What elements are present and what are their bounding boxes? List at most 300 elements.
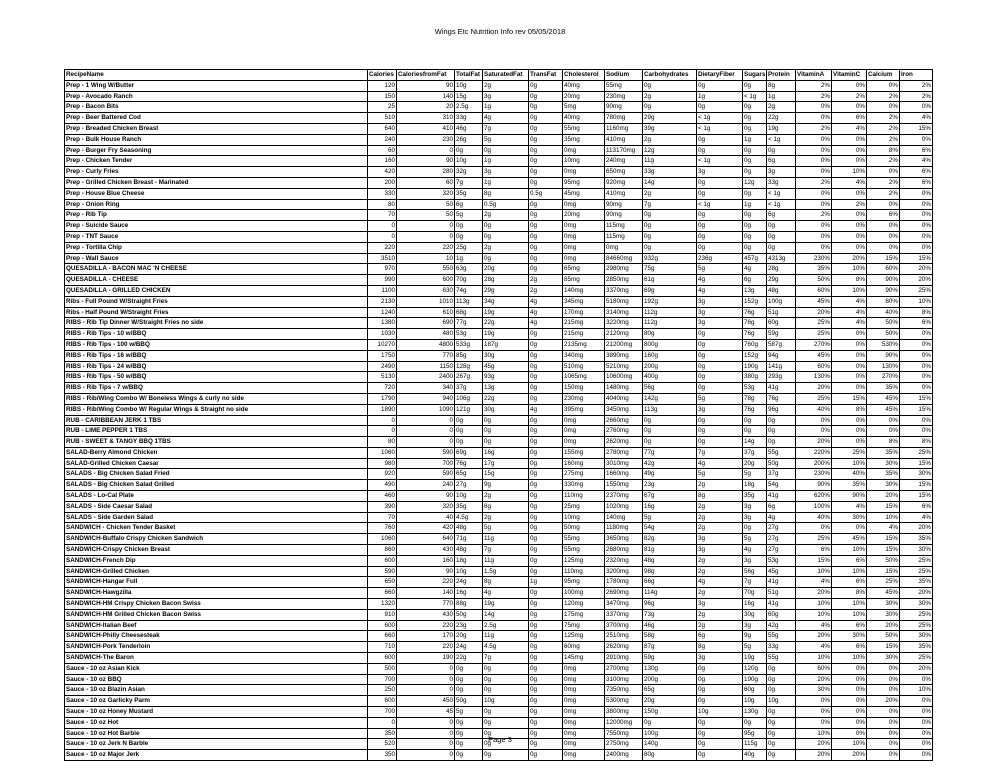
table-cell: 19g <box>743 653 767 664</box>
table-cell: 2700mg <box>605 663 643 674</box>
table-cell: 60% <box>867 264 900 275</box>
table-cell: 23g <box>643 480 697 491</box>
table-cell: 0g <box>529 491 563 502</box>
column-header: Protein <box>767 70 796 81</box>
table-cell: 60% <box>796 285 832 296</box>
table-cell: 0% <box>900 750 933 761</box>
table-cell: 0% <box>832 80 867 91</box>
table-cell: 80% <box>867 296 900 307</box>
table-cell: 600 <box>397 275 455 286</box>
table-cell: 50% <box>867 631 900 642</box>
table-cell: 46g <box>643 620 697 631</box>
table-cell: 9g <box>743 631 767 642</box>
table-cell: 700 <box>368 707 397 718</box>
table-cell: 0% <box>832 707 867 718</box>
table-cell: 940 <box>397 393 455 404</box>
table-cell: 10g <box>743 696 767 707</box>
table-cell: 0% <box>832 242 867 253</box>
table-cell: 2.5g <box>483 620 529 631</box>
table-cell: 0g <box>697 674 743 685</box>
table-row <box>65 415 933 426</box>
table-cell: 15% <box>900 393 933 404</box>
table-cell: 200g <box>643 361 697 372</box>
table-row <box>65 285 933 296</box>
recipe-name-cell: SALADS - Big Chicken Salad Grilled <box>65 480 368 491</box>
recipe-name-cell: Prep - Bacon Bits <box>65 102 368 113</box>
table-cell: 30g <box>483 350 529 361</box>
table-row <box>65 167 933 178</box>
table-cell: 650 <box>368 577 397 588</box>
table-cell: 4g <box>529 296 563 307</box>
table-cell: 240 <box>368 134 397 145</box>
recipe-name-cell: Sauce - 10 oz Asian Kick <box>65 663 368 674</box>
table-cell: 0 <box>397 674 455 685</box>
table-cell: 230mg <box>563 393 605 404</box>
table-cell: 37g <box>767 469 796 480</box>
table-cell: 32g <box>455 167 483 178</box>
table-row <box>65 307 933 318</box>
table-cell: 27g <box>767 523 796 534</box>
table-cell: 720 <box>368 383 397 394</box>
table-cell: 0% <box>796 242 832 253</box>
table-cell: 35% <box>867 469 900 480</box>
table-cell: 2320mg <box>605 555 643 566</box>
recipe-name-cell: RIBS - Rib Tips - 50 w/BBQ <box>65 372 368 383</box>
recipe-name-cell: Prep - Bulk House Ranch <box>65 134 368 145</box>
table-cell: 1g <box>455 253 483 264</box>
table-cell: 620% <box>796 491 832 502</box>
table-cell: 3g <box>483 167 529 178</box>
table-row <box>65 264 933 275</box>
table-cell: 0g <box>529 156 563 167</box>
table-cell: 60% <box>796 663 832 674</box>
table-cell: 0g <box>529 264 563 275</box>
table-cell: 45mg <box>563 188 605 199</box>
table-cell: 0g <box>529 685 563 696</box>
table-cell: 25% <box>832 447 867 458</box>
table-cell: 33g <box>455 113 483 124</box>
table-cell: 21200mg <box>605 339 643 350</box>
table-cell: 10% <box>832 285 867 296</box>
table-cell: 120 <box>368 80 397 91</box>
table-row <box>65 437 933 448</box>
table-cell: 1060 <box>368 447 397 458</box>
table-cell: 0g <box>455 728 483 739</box>
table-cell: 106g <box>455 393 483 404</box>
table-row <box>65 491 933 502</box>
table-cell: 10600mg <box>605 372 643 383</box>
table-cell: 7g <box>483 123 529 134</box>
table-cell: 0mg <box>605 242 643 253</box>
table-cell: 4.5g <box>455 512 483 523</box>
table-cell: 6% <box>867 210 900 221</box>
table-cell: 0% <box>867 750 900 761</box>
table-cell: 50 <box>397 199 455 210</box>
table-cell: 800g <box>643 339 697 350</box>
table-cell: 4g <box>697 275 743 286</box>
table-cell: 10% <box>832 545 867 556</box>
table-cell: 5g <box>455 707 483 718</box>
table-cell: 1380 <box>368 318 397 329</box>
table-cell: 15% <box>832 393 867 404</box>
table-cell: 4% <box>796 642 832 653</box>
recipe-name-cell: Prep - Suicide Sauce <box>65 221 368 232</box>
recipe-name-cell: RIBS - Rib Tips - 7 w/BBQ <box>65 383 368 394</box>
table-cell: 77g <box>643 447 697 458</box>
table-cell: 6% <box>900 145 933 156</box>
table-cell: 220% <box>796 447 832 458</box>
table-cell: 4313g <box>767 253 796 264</box>
column-header: Carbohydrates <box>643 70 697 81</box>
table-cell: 4% <box>900 113 933 124</box>
table-row <box>65 199 933 210</box>
table-cell: 0% <box>900 415 933 426</box>
table-cell: 0% <box>867 717 900 728</box>
table-row <box>65 717 933 728</box>
table-cell: 175mg <box>563 609 605 620</box>
table-cell: 3g <box>743 501 767 512</box>
recipe-name-cell: QUESADILLA - CHEESE <box>65 275 368 286</box>
table-cell: 14g <box>643 177 697 188</box>
table-cell: 0g <box>743 123 767 134</box>
table-cell: 610 <box>397 307 455 318</box>
table-cell: 0% <box>867 231 900 242</box>
table-cell: 0g <box>743 102 767 113</box>
table-cell: 410mg <box>605 134 643 145</box>
table-cell: 0% <box>796 102 832 113</box>
table-cell: 0 <box>397 145 455 156</box>
table-cell: 26g <box>455 134 483 145</box>
table-cell: 3800mg <box>605 707 643 718</box>
table-cell: 0mg <box>563 426 605 437</box>
table-cell: 0g <box>483 685 529 696</box>
table-cell: 187g <box>483 339 529 350</box>
table-cell: 3g <box>697 534 743 545</box>
table-cell: 2g <box>767 102 796 113</box>
table-cell: 0 <box>397 728 455 739</box>
table-cell: 0g <box>483 145 529 156</box>
table-cell: 0% <box>900 739 933 750</box>
recipe-name-cell: Sauce - 10 oz BBQ <box>65 674 368 685</box>
table-cell: 39g <box>643 123 697 134</box>
table-cell: 120mg <box>563 599 605 610</box>
table-cell: 1480mg <box>605 383 643 394</box>
table-cell: 45% <box>796 350 832 361</box>
table-cell: 140g <box>643 739 697 750</box>
table-cell: 4800 <box>397 339 455 350</box>
table-cell: 15% <box>900 491 933 502</box>
table-cell: 3g <box>697 307 743 318</box>
table-cell: 0% <box>796 426 832 437</box>
recipe-name-cell: RIBS - Rib Tips - 16 w/BBQ <box>65 350 368 361</box>
table-cell: 10% <box>900 685 933 696</box>
table-cell: 0% <box>832 221 867 232</box>
table-cell: 0% <box>796 199 832 210</box>
table-cell: 2g <box>483 210 529 221</box>
table-cell: 770 <box>397 599 455 610</box>
table-cell: 1090 <box>397 404 455 415</box>
table-cell: 130g <box>743 707 767 718</box>
recipe-name-cell: SANDWICH-French Dip <box>65 555 368 566</box>
table-cell: 1g <box>483 177 529 188</box>
table-cell: 0g <box>529 523 563 534</box>
table-cell: 2g <box>483 80 529 91</box>
table-cell: 90 <box>397 566 455 577</box>
table-header-row <box>65 70 933 81</box>
table-cell: 30% <box>867 458 900 469</box>
table-cell: 63g <box>455 264 483 275</box>
table-cell: 700 <box>368 674 397 685</box>
table-cell: 10% <box>867 512 900 523</box>
table-cell: 90% <box>867 285 900 296</box>
table-row <box>65 588 933 599</box>
table-cell: 0g <box>643 221 697 232</box>
table-row <box>65 361 933 372</box>
table-cell: 112g <box>643 318 697 329</box>
table-cell: 7g <box>483 545 529 556</box>
table-cell: 0% <box>832 156 867 167</box>
table-cell: 10% <box>832 653 867 664</box>
table-cell: 0g <box>455 717 483 728</box>
table-row <box>65 145 933 156</box>
table-cell: 0g <box>767 145 796 156</box>
table-cell: 760g <box>743 339 767 350</box>
table-cell: 0g <box>643 437 697 448</box>
table-cell: 390 <box>368 501 397 512</box>
table-cell: 25g <box>455 242 483 253</box>
table-cell: 230% <box>796 469 832 480</box>
table-cell: 20% <box>796 750 832 761</box>
table-cell: 25% <box>900 447 933 458</box>
table-cell: 2.5g <box>455 102 483 113</box>
table-cell: 0g <box>697 134 743 145</box>
table-cell: 65g <box>643 685 697 696</box>
table-cell: 40 <box>397 512 455 523</box>
table-cell: 10g <box>483 696 529 707</box>
table-cell: 5g <box>643 512 697 523</box>
table-cell: 55g <box>767 447 796 458</box>
table-cell: 190 <box>397 653 455 664</box>
recipe-name-cell: SANDWICH-HM Crispy Chicken Bacon Swiss <box>65 599 368 610</box>
table-cell: 2% <box>796 210 832 221</box>
table-cell: 4% <box>900 512 933 523</box>
table-cell: 30% <box>867 599 900 610</box>
table-cell: 600 <box>368 620 397 631</box>
table-cell: 25% <box>796 329 832 340</box>
recipe-name-cell: Prep - Burger Fry Seasoning <box>65 145 368 156</box>
table-cell: 1g <box>483 102 529 113</box>
table-cell: 4g <box>483 588 529 599</box>
table-cell: 6% <box>900 167 933 178</box>
table-cell: 35% <box>796 264 832 275</box>
table-cell: 0mg <box>563 696 605 707</box>
table-cell: 0g <box>529 221 563 232</box>
table-cell: 42g <box>643 458 697 469</box>
table-cell: 0% <box>832 134 867 145</box>
table-cell: 0g <box>743 188 767 199</box>
table-cell: 0g <box>767 231 796 242</box>
table-cell: 20% <box>832 750 867 761</box>
table-cell: 310 <box>397 113 455 124</box>
recipe-name-cell: SANDWICH - Chicken Tender Basket <box>65 523 368 534</box>
table-cell: 22g <box>455 653 483 664</box>
table-row <box>65 534 933 545</box>
table-cell: 4g <box>529 318 563 329</box>
table-cell: 150 <box>368 91 397 102</box>
table-cell: 0% <box>867 80 900 91</box>
table-cell: 2130 <box>368 296 397 307</box>
table-cell: 28g <box>767 264 796 275</box>
table-cell: 330 <box>368 188 397 199</box>
table-cell: 0g <box>529 80 563 91</box>
table-cell: 2% <box>796 123 832 134</box>
table-cell: 0 <box>397 231 455 242</box>
recipe-name-cell: Prep - Tortilla Chip <box>65 242 368 253</box>
table-cell: 48g <box>455 545 483 556</box>
table-cell: 2g <box>483 242 529 253</box>
table-cell: 0% <box>900 199 933 210</box>
table-cell: 510 <box>368 113 397 124</box>
table-row <box>65 188 933 199</box>
table-cell: 0g <box>743 415 767 426</box>
table-cell: 56g <box>643 383 697 394</box>
table-cell: 4% <box>832 318 867 329</box>
table-cell: 45g <box>483 361 529 372</box>
table-cell: 152g <box>743 350 767 361</box>
table-cell: 3g <box>697 167 743 178</box>
table-cell: 60% <box>796 361 832 372</box>
table-cell: 1.5g <box>483 566 529 577</box>
table-cell: 65mg <box>563 264 605 275</box>
column-header: DietaryFiber <box>697 70 743 81</box>
table-cell: 4% <box>832 501 867 512</box>
table-cell: 20% <box>900 588 933 599</box>
table-cell: 0 <box>397 663 455 674</box>
table-cell: 90 <box>397 491 455 502</box>
table-cell: 90mg <box>605 210 643 221</box>
table-cell: 10% <box>796 728 832 739</box>
table-cell: 33g <box>643 167 697 178</box>
table-cell: 600 <box>368 555 397 566</box>
table-cell: 932g <box>643 253 697 264</box>
table-cell: 457g <box>743 253 767 264</box>
table-cell: 0mg <box>563 231 605 242</box>
table-cell: 0% <box>796 145 832 156</box>
table-cell: 95g <box>743 728 767 739</box>
table-cell: 20% <box>796 588 832 599</box>
table-cell: 0g <box>529 242 563 253</box>
table-cell: 0% <box>832 372 867 383</box>
table-cell: 0g <box>697 80 743 91</box>
recipe-name-cell: SANDWICH-HM Grilled Chicken Bacon Swiss <box>65 609 368 620</box>
table-cell: 0% <box>900 426 933 437</box>
table-cell: 90mg <box>605 102 643 113</box>
table-cell: 5g <box>743 469 767 480</box>
table-cell: < 1g <box>743 91 767 102</box>
table-cell: 4% <box>832 123 867 134</box>
table-cell: 0g <box>529 210 563 221</box>
table-cell: 100g <box>643 728 697 739</box>
table-cell: 2% <box>867 177 900 188</box>
table-cell: 6g <box>767 156 796 167</box>
table-cell: 125mg <box>563 631 605 642</box>
table-cell: 41g <box>767 383 796 394</box>
table-cell: 15g <box>455 91 483 102</box>
table-row <box>65 393 933 404</box>
table-cell: 128g <box>455 361 483 372</box>
table-cell: 80 <box>368 199 397 210</box>
table-cell: 2690mg <box>605 588 643 599</box>
table-cell: 130g <box>643 663 697 674</box>
table-cell: 74g <box>455 285 483 296</box>
table-cell: 33g <box>767 642 796 653</box>
table-cell: 630 <box>397 285 455 296</box>
table-cell: 15% <box>867 501 900 512</box>
table-cell: 2980mg <box>605 264 643 275</box>
recipe-name-cell: Sauce - 10 oz Garlicky Parm <box>65 696 368 707</box>
column-header: SaturatedFat <box>483 70 529 81</box>
table-cell: 53g <box>455 329 483 340</box>
table-cell: 27g <box>455 480 483 491</box>
recipe-name-cell: Sauce - 10 oz Major Jerk <box>65 750 368 761</box>
table-cell: 7350mg <box>605 685 643 696</box>
document-title: Wings Etc Nutrition Info rev 05/05/2018 <box>434 27 566 36</box>
table-cell: 8g <box>697 491 743 502</box>
table-row <box>65 177 933 188</box>
table-cell: 4g <box>743 545 767 556</box>
table-cell: < 1g <box>767 199 796 210</box>
table-cell: 50mg <box>563 523 605 534</box>
table-row <box>65 296 933 307</box>
table-cell: 90 <box>397 156 455 167</box>
table-cell: 0 <box>368 717 397 728</box>
table-cell: 0g <box>643 102 697 113</box>
table-cell: 0% <box>796 707 832 718</box>
table-cell: 45g <box>767 566 796 577</box>
table-cell: 0% <box>867 674 900 685</box>
table-cell: 0g <box>743 221 767 232</box>
table-cell: 0g <box>529 480 563 491</box>
table-cell: 0g <box>697 415 743 426</box>
table-cell: 0% <box>900 329 933 340</box>
table-cell: 0g <box>529 555 563 566</box>
table-cell: 8% <box>900 307 933 318</box>
table-cell: 2g <box>529 275 563 286</box>
table-cell: 0mg <box>563 739 605 750</box>
table-cell: 0% <box>796 167 832 178</box>
table-cell: 110mg <box>563 491 605 502</box>
table-cell: 150g <box>643 707 697 718</box>
table-row <box>65 501 933 512</box>
table-cell: 0g <box>529 750 563 761</box>
table-row <box>65 663 933 674</box>
table-cell: 0mg <box>563 437 605 448</box>
table-cell: 28g <box>483 275 529 286</box>
table-cell: 10% <box>796 653 832 664</box>
table-cell: 1160mg <box>605 123 643 134</box>
table-cell: 48g <box>643 555 697 566</box>
table-cell: 220 <box>397 620 455 631</box>
table-cell: 1750 <box>368 350 397 361</box>
table-cell: 13g <box>483 383 529 394</box>
table-cell: 970 <box>368 264 397 275</box>
table-cell: 30% <box>796 685 832 696</box>
table-cell: 0% <box>832 329 867 340</box>
table-cell: 18g <box>743 480 767 491</box>
table-cell: 141g <box>767 361 796 372</box>
table-cell: 45% <box>832 534 867 545</box>
table-row <box>65 555 933 566</box>
